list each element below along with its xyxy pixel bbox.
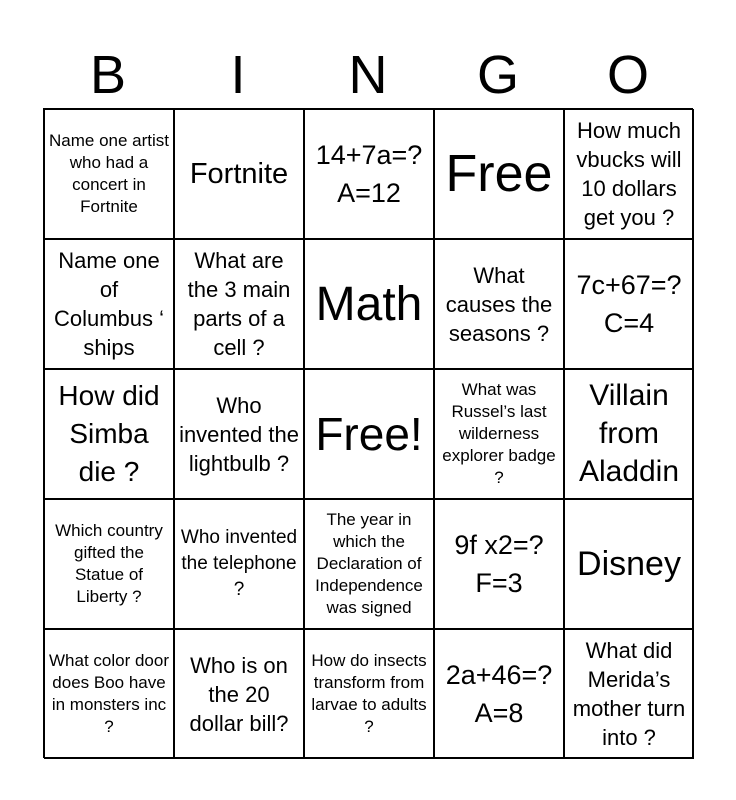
bingo-cell-text: Free! xyxy=(315,408,423,460)
header-letter-o: O xyxy=(606,45,649,105)
bingo-cell-text: How do insects transform from larvae to adults ? xyxy=(311,651,427,736)
bingo-cell-text: How much vbucks will 10 dollars get you ? xyxy=(576,118,682,230)
bingo-cell-text: How did Simba die ? xyxy=(58,380,160,487)
bingo-cell-text: Villain from Aladdin xyxy=(578,379,680,488)
bingo-cell-text: Which country gifted the Statue of Liberty ? xyxy=(55,521,163,606)
bingo-cell[interactable] xyxy=(304,629,434,759)
header-letter-i: I xyxy=(230,45,246,105)
header-letter-g: G xyxy=(476,45,519,105)
bingo-cell-text: 9f x2=? F=3 xyxy=(454,530,544,598)
bingo-cell-text: Disney xyxy=(577,545,681,583)
bingo-cell-text: The year in which the Declaration of Independence was signed xyxy=(315,510,423,617)
bingo-cell[interactable] xyxy=(304,109,434,239)
bingo-cell[interactable] xyxy=(564,109,694,239)
bingo-cell[interactable] xyxy=(174,239,304,369)
bingo-card-grid xyxy=(43,108,693,758)
bingo-cell[interactable] xyxy=(434,109,564,239)
bingo-cell[interactable] xyxy=(44,109,174,239)
bingo-cell[interactable] xyxy=(174,109,304,239)
bingo-cell-text: Who invented the lightbulb ? xyxy=(179,392,299,476)
bingo-cell-text: What color door does Boo have in monsters inc ? xyxy=(49,651,169,736)
bingo-cell-text: Name one artist who had a concert in Fortnite xyxy=(49,131,169,216)
bingo-cell-text: Who invented the telephone ? xyxy=(180,527,298,600)
bingo-cell[interactable] xyxy=(564,369,694,499)
bingo-cell[interactable] xyxy=(434,239,564,369)
bingo-cell-text: 14+7a=? A=12 xyxy=(315,140,423,208)
bingo-cell[interactable] xyxy=(564,499,694,629)
header-letter-n: N xyxy=(348,45,388,105)
bingo-cell-text: What causes the seasons ? xyxy=(445,262,553,346)
bingo-cell[interactable] xyxy=(564,629,694,759)
bingo-cell[interactable] xyxy=(434,629,564,759)
bingo-cell[interactable] xyxy=(174,629,304,759)
bingo-cell[interactable] xyxy=(304,499,434,629)
bingo-cell-text: Who is on the 20 dollar bill? xyxy=(189,652,289,736)
bingo-cell[interactable] xyxy=(44,629,174,759)
bingo-cell[interactable] xyxy=(44,499,174,629)
bingo-cell[interactable] xyxy=(434,369,564,499)
bingo-cell-text: What was Russel’s last wilderness explorer badge ? xyxy=(442,380,556,487)
bingo-cell[interactable] xyxy=(174,369,304,499)
bingo-cell-text: Math xyxy=(315,277,423,331)
bingo-cell[interactable] xyxy=(44,239,174,369)
bingo-cell-text: What did Merida’s mother turn into ? xyxy=(572,638,686,750)
bingo-header xyxy=(43,42,693,108)
bingo-cell[interactable] xyxy=(174,499,304,629)
bingo-cell-text: Fortnite xyxy=(189,158,289,190)
bingo-cell[interactable] xyxy=(304,239,434,369)
bingo-cell[interactable] xyxy=(304,369,434,499)
bingo-cell-text: 2a+46=? A=8 xyxy=(445,660,553,728)
bingo-cell-text: Name one of Columbus ‘ ships xyxy=(53,248,165,360)
bingo-cell-text: What are the 3 main parts of a cell ? xyxy=(187,248,291,360)
bingo-cell-text: Free xyxy=(445,145,553,203)
bingo-cell[interactable] xyxy=(434,499,564,629)
bingo-cell[interactable] xyxy=(564,239,694,369)
bingo-cell[interactable] xyxy=(44,369,174,499)
bingo-cell-text: 7c+67=? C=4 xyxy=(576,270,682,338)
header-letter-b: B xyxy=(89,45,127,105)
